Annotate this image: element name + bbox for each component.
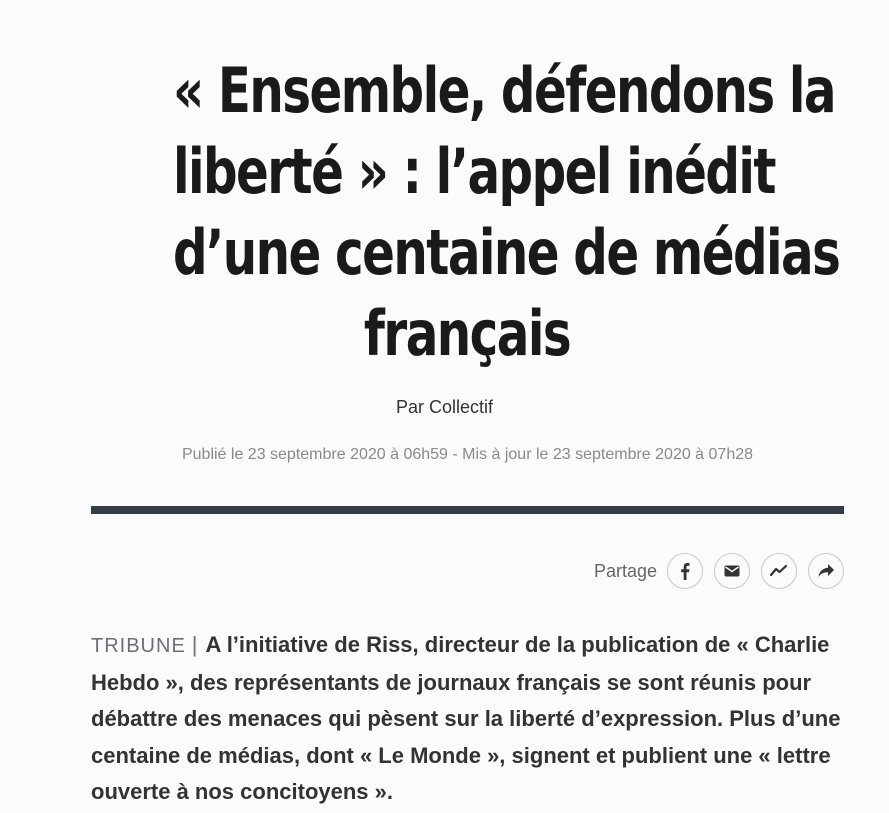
email-icon [724,564,740,578]
email-share-button[interactable] [714,553,750,589]
article-lead-text: A l’initiative de Riss, directeur de la publication de « Charlie Hebdo », des représentants de journaux français se sont réunis pour débattre des menaces qui pèsent sur la liberté d’expression. Plus d’une centaine de médias, dont « Le Monde », signent et publient une « lettre ouverte à nos concitoyens ». [91,632,841,804]
article-lead [91,627,844,811]
share-arrow-icon [817,563,835,579]
headline-line-4: français [363,297,571,370]
author-byline[interactable]: Par Collectif [395,397,494,417]
publication-dates: Publié le 23 septembre 2020 à 06h59 - Mis à jour le 23 septembre 2020 à 07h28 [181,446,754,463]
messenger-share-button[interactable] [761,553,797,589]
article-headline [172,50,840,374]
messenger-icon [769,564,789,578]
headline-line-1: « Ensemble, défendons la [172,54,836,127]
facebook-icon [677,562,693,580]
more-share-button[interactable] [808,553,844,589]
share-bar [594,552,844,590]
headline-line-3: d’une centaine de médias [172,216,840,289]
article-kicker: TRIBUNE [91,635,186,657]
share-label: Partage [593,560,657,581]
kicker-separator: | [191,632,198,657]
facebook-share-button[interactable] [667,553,703,589]
headline-line-2: liberté » : l’appel inédit [172,135,775,208]
header-divider [91,506,844,514]
